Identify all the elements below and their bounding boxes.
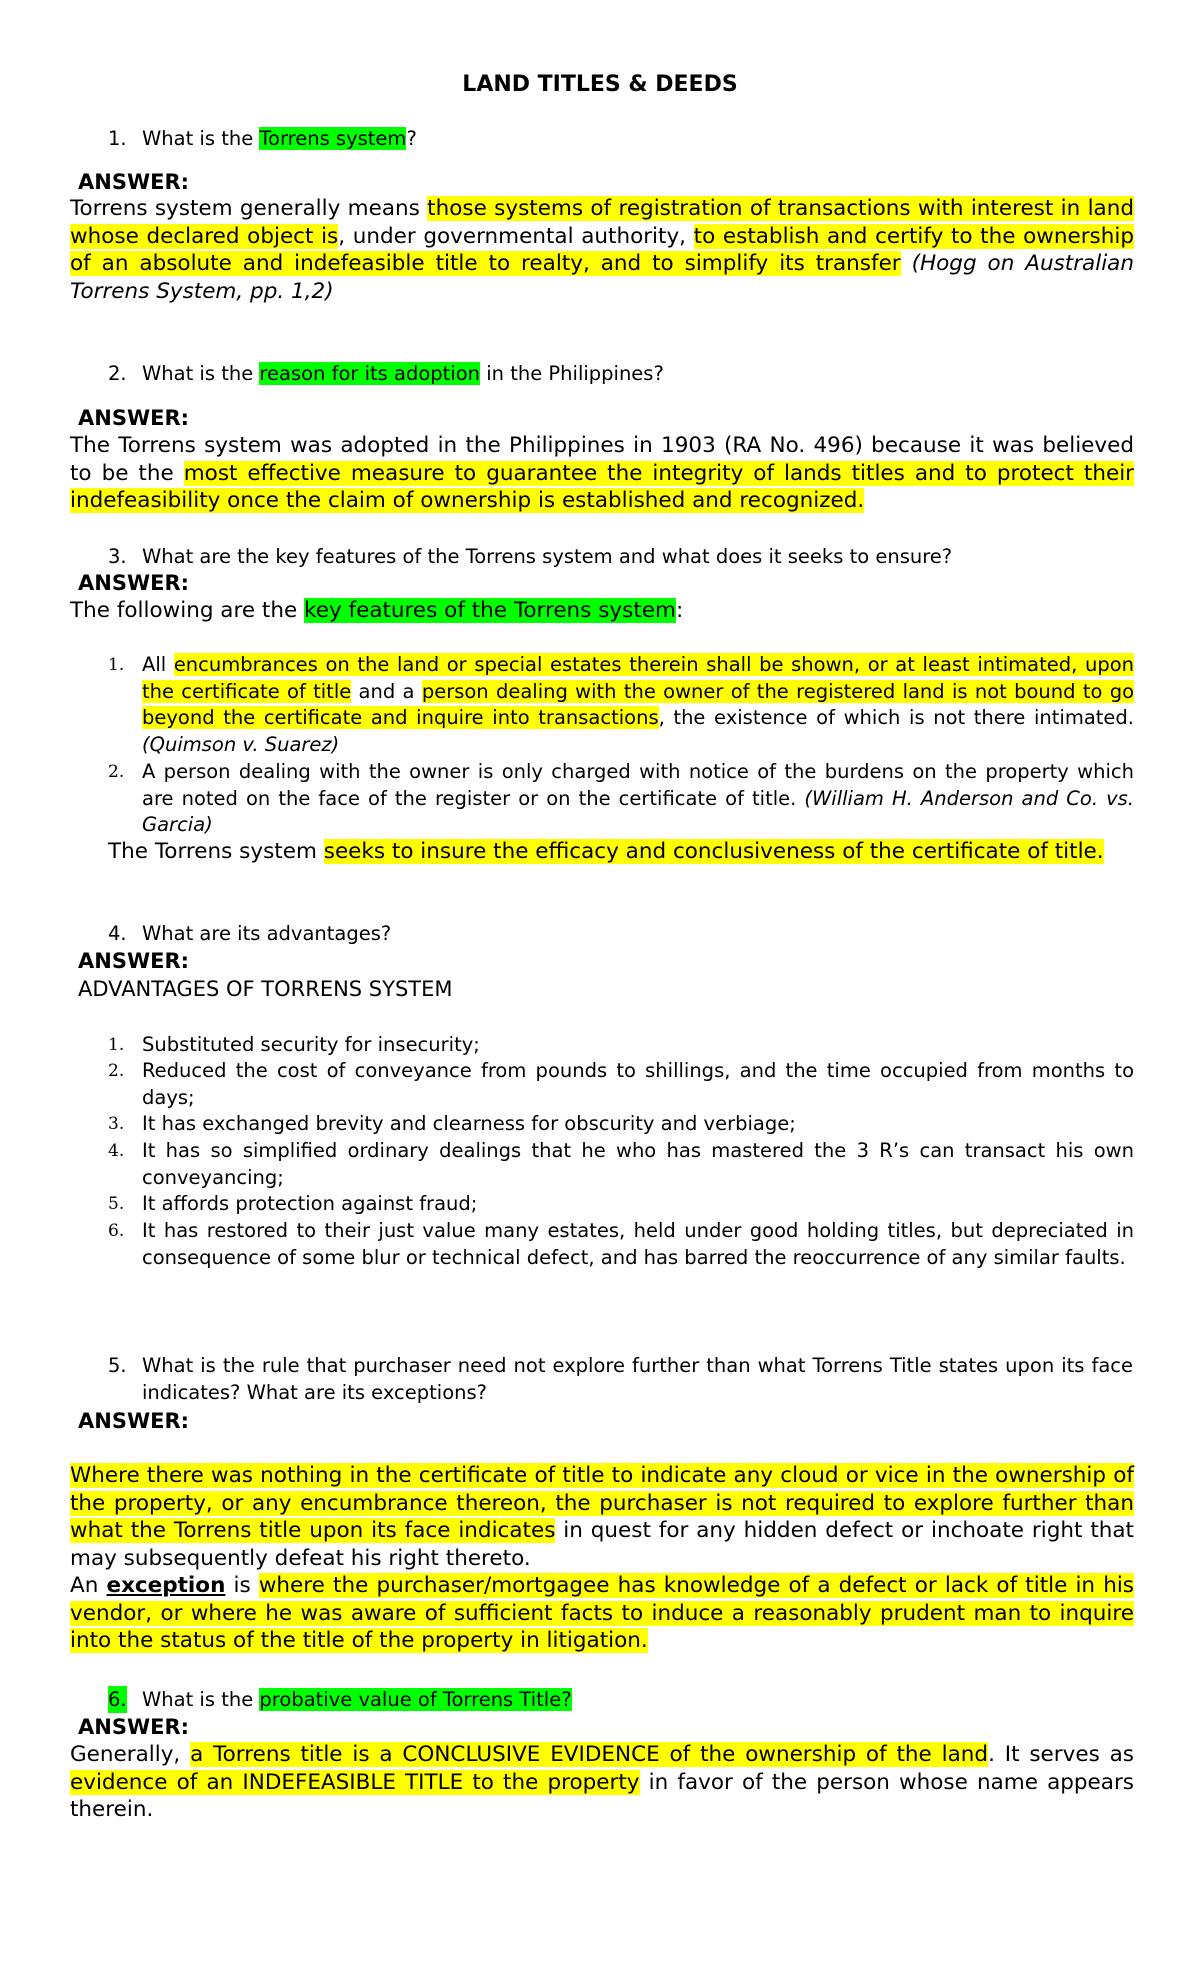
list-number: 3. — [108, 1114, 125, 1134]
answer-text: Generally, — [70, 1742, 191, 1767]
item-text: , the existence of which is not there intimated. — [658, 706, 1135, 729]
answer-3-intro — [70, 597, 1134, 625]
feature-item-2 — [108, 759, 1134, 839]
item-text: Substituted security for insecurity; — [142, 1033, 480, 1056]
green-highlight: Torrens system — [259, 127, 407, 150]
question-text: What is the — [142, 1688, 260, 1711]
question-text: What is the — [142, 127, 260, 150]
answer-label: ANSWER: — [78, 571, 190, 595]
question-number: 3. — [108, 545, 127, 568]
yellow-highlight: encumbrances on the land or special estates therein shall be shown, or at least intimated, upon the certificate of title — [142, 653, 1134, 703]
advantage-item-5 — [108, 1191, 1134, 1218]
citation: (William H. Anderson and Co. vs. Garcia) — [142, 786, 1134, 836]
answer-text: : — [675, 598, 684, 623]
answer-label: ANSWER: — [78, 1409, 190, 1433]
item-text: It has so simplified ordinary dealings that he who has mastered the 3 R’s can transact his own conveyancing; — [142, 1139, 1134, 1189]
answer-text: The following are the — [70, 598, 305, 623]
question-number: 2. — [108, 362, 127, 385]
question-text: What is the — [142, 362, 260, 385]
advantage-item-1 — [108, 1032, 1134, 1059]
answer-text: in quest for any hidden defect or inchoate right that may subsequently defeat his right thereto. — [70, 1518, 1134, 1571]
page-title: LAND TITLES & DEEDS — [462, 72, 738, 97]
question-4 — [108, 920, 1133, 947]
question-text-end: ? — [406, 127, 417, 150]
item-text: It affords protection against fraud; — [142, 1192, 478, 1215]
answer-label: ANSWER: — [78, 1715, 190, 1739]
question-1 — [108, 125, 1133, 152]
list-number: 1. — [108, 655, 125, 675]
advantage-item-4 — [108, 1138, 1134, 1191]
yellow-highlight: those systems of registration of transactions with interest in land whose declared object is — [70, 196, 1135, 249]
answer-5-exception — [70, 1572, 1134, 1655]
question-number: 6. — [108, 1688, 127, 1711]
answer-1 — [70, 195, 1134, 305]
yellow-highlight: to establish and certify to the ownership of an absolute and indefeasible title to realty, and to simplify its transfer — [70, 223, 1134, 276]
green-highlight: reason for its adoption — [259, 362, 481, 385]
item-text: A person dealing with the owner is only charged with notice of the burdens on the property which are noted on the face of the register or on the certificate of title. — [142, 760, 1134, 810]
yellow-highlight: seeks to insure the efficacy and conclusiveness of the certificate of title. — [323, 839, 1104, 864]
question-2 — [108, 360, 1133, 387]
question-text: What is the rule that purchaser need not explore further than what Torrens Title states upon its face indicates? What are its exceptions? — [142, 1354, 1133, 1404]
answer-text: An — [70, 1573, 107, 1598]
advantages-heading: ADVANTAGES OF TORRENS SYSTEM — [78, 977, 453, 1001]
yellow-highlight: a Torrens title is a CONCLUSIVE EVIDENCE of the ownership of the land — [190, 1742, 989, 1767]
advantage-item-3 — [108, 1111, 1134, 1138]
list-number: 6. — [108, 1221, 125, 1241]
item-text: Reduced the cost of conveyance from pounds to shillings, and the time occupied from months to days; — [142, 1059, 1134, 1109]
item-text: and a — [351, 679, 422, 703]
answer-text: The Torrens system — [108, 839, 324, 864]
answer-text: The Torrens system was adopted in the Philippines in 1903 (RA No. 496) because it was believed to be the — [70, 433, 1134, 486]
list-number: 2. — [108, 762, 125, 782]
list-number: 1. — [108, 1035, 125, 1055]
yellow-highlight: most effective measure to guarantee the integrity of lands titles and to protect their indefeasibility once the claim of ownership is established and recognized. — [70, 460, 1135, 513]
question-text: What are the key features of the Torrens system and what does it seeks to ensure? — [142, 545, 953, 568]
answer-2 — [70, 432, 1134, 515]
question-5 — [108, 1352, 1133, 1406]
question-text-end: in the Philippines? — [480, 362, 664, 385]
answer-text — [901, 251, 912, 276]
answer-text: in favor of the person whose name appears therein. — [70, 1769, 1135, 1822]
yellow-highlight: evidence of an INDEFEASIBLE TITLE to the property — [70, 1769, 640, 1795]
advantage-item-6 — [108, 1218, 1134, 1271]
item-text: All — [142, 653, 174, 676]
item-text: It has restored to their just value many estates, held under good holding titles, but depreciated in consequence of some blur or technical defect, and has barred the reoccurrence of any similar faults. — [142, 1219, 1134, 1269]
answer-label: ANSWER: — [78, 949, 190, 973]
answer-label: ANSWER: — [78, 170, 190, 194]
question-number: 5. — [108, 1354, 127, 1377]
question-text: What are its advantages? — [142, 922, 392, 945]
question-3 — [108, 543, 1133, 570]
list-number: 5. — [108, 1194, 125, 1214]
yellow-highlight: Where there was nothing in the certificate of title to indicate any cloud or vice in the ownership of the property, or any encumbrance thereon, the purchaser is not required to explore further than what the Torrens title upon its face indicates — [70, 1463, 1134, 1543]
answer-label: ANSWER: — [78, 406, 190, 430]
answer-text: is — [225, 1573, 259, 1598]
question-number: 4. — [108, 922, 127, 945]
advantage-item-2 — [108, 1058, 1134, 1111]
answer-5-rule — [70, 1462, 1134, 1572]
answer-3-closing — [108, 838, 1134, 866]
green-highlight: key features of the Torrens system — [304, 598, 676, 623]
answer-text: , under governmental authority, — [338, 223, 694, 249]
list-number: 4. — [108, 1141, 125, 1161]
question-6 — [108, 1686, 1133, 1713]
question-number: 1. — [108, 127, 127, 150]
citation: (Quimson v. Suarez) — [142, 732, 340, 756]
yellow-highlight: person dealing with the owner of the registered land is not bound to go beyond the certificate and inquire into transactions — [142, 679, 1135, 729]
exception-term: exception — [106, 1573, 226, 1598]
answer-6 — [70, 1741, 1134, 1824]
citation: (Hogg on Australian Torrens System, pp. 1,2) — [70, 251, 1134, 304]
answer-text: Torrens system generally means — [70, 196, 428, 221]
yellow-highlight: where the purchaser/mortgagee has knowledge of a defect or lack of title in his vendor, or where he was aware of sufficient facts to induce a reasonably prudent man to inquire into the status of the title of the property in litigation. — [70, 1573, 1135, 1653]
feature-item-1 — [108, 652, 1134, 758]
answer-text: . It serves as — [988, 1742, 1134, 1767]
item-text: It has exchanged brevity and clearness for obscurity and verbiage; — [142, 1112, 796, 1135]
green-highlight: probative value of Torrens Title? — [259, 1688, 572, 1711]
list-number: 2. — [108, 1061, 125, 1081]
